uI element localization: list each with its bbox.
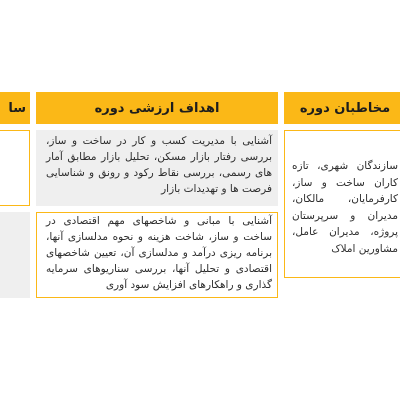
goal-text-1: آشنایی با مدیریت کسب و کار در ساخت و ساز، بررسی رفتار بازار مسکن، تحلیل بازار مطابق آمار های رسمی، بررسی نقاط رکود و رونق و شناسایی فرصت ها و تهدیدات بازار (46, 135, 272, 195)
header-audience (284, 92, 400, 124)
header-hours-partial (0, 92, 30, 124)
audience-text: سازندگان شهری، تازه کاران ساخت و ساز، کارفرمایان، مالکان، مدیران و سرپرستان پروژه، مدیران عامل، مشاورین املاک (292, 160, 398, 255)
hours-cell-2 (0, 212, 30, 298)
header-value-goals-label: اهداف ارزشی دوره (94, 100, 220, 116)
goal-text-2: آشنایی با مبانی و شاخصهای مهم اقتصادی در ساخت و ساز، شاخت هزینه و نحوه مدلسازی آنها، برنامه ریزی درآمد و مدلسازی آن، تعیین شاخصهای اقتصادی و تحلیل آنها، بررسی سناریوهای سرمایه گذاری و راهکارهای افزایش سود آوری (46, 215, 272, 291)
header-audience-label: مخاطبان دوره (299, 100, 391, 116)
header-hours-label: سا (8, 100, 26, 116)
hours-cell-1 (0, 130, 30, 206)
header-value-goals (36, 92, 278, 124)
